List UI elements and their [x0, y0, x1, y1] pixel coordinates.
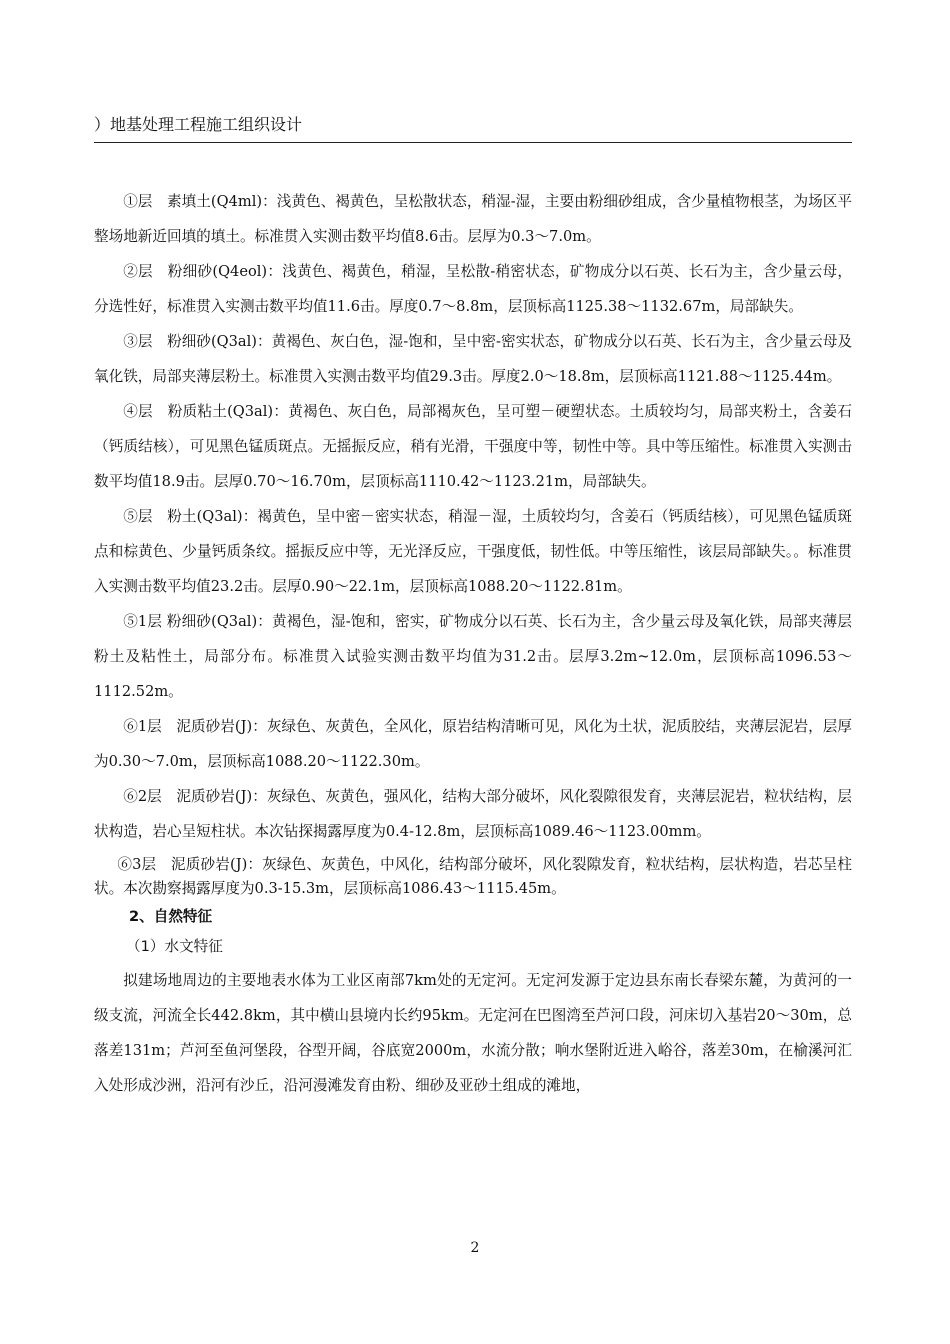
hydrology-paragraph: 拟建场地周边的主要地表水体为工业区南部7km处的无定河。无定河发源于定边县东南长春梁东麓，为黄河的一级支流，河流全长442.8km，其中横山县境内长约95km。无定河在巴图湾至芦河口段，河床切入基岩20～30m，总落差131m；芦河至鱼河堡段，谷型开阔，谷底宽2000m，水流分散；响水堡附近进入峪谷，落差30m，在榆溪河汇入处形成沙洲，沿河有沙丘，沿河漫滩发育由粉、细砂及亚砂土组成的滩地，: [94, 972, 852, 1094]
page-number: 2: [470, 1240, 480, 1256]
section-heading: 2、自然特征: [129, 908, 213, 925]
layer-6-3-paragraph: ⑥3层 泥质砂岩(J)：灰绿色、灰黄色，中风化，结构部分破坏，风化裂隙发育，粒状结构，层状构造，岩芯呈柱状。本次勘察揭露厚度为0.3-15.3m，层顶标高1086.43～1115.45m。: [94, 856, 852, 897]
page-header: [94, 112, 852, 143]
layer-2-paragraph: ②层 粉细砂(Q4eol)：浅黄色、褐黄色，稍湿，呈松散-稍密状态，矿物成分以石英、长石为主，含少量云母，分选性好，标准贯入实测击数平均值11.6击。厚度0.7～8.8m，层顶标高1125.38～1132.67m，局部缺失。: [94, 263, 852, 315]
header-title: ）地基处理工程施工组织设计: [94, 115, 303, 134]
layer-1-paragraph: ①层 素填土(Q4ml)：浅黄色、褐黄色，呈松散状态，稍湿-湿，主要由粉细砂组成，含少量植物根茎，为场区平整场地新近回填的填土。标准贯入实测击数平均值8.6击。层厚为0.3～7.0m。: [94, 193, 852, 245]
subsection-heading: （1）水文特征: [126, 938, 223, 955]
layer-4-paragraph: ④层 粉质粘土(Q3al)：黄褐色、灰白色，局部褐灰色，呈可塑－硬塑状态。土质较均匀，局部夹粉土，含姜石（钙质结核），可见黑色锰质斑点。无摇振反应，稍有光滑，干强度中等，韧性中等。具中等压缩性。标准贯入实测击数平均值18.9击。层厚0.70～16.70m，层顶标高1110.42～1123.21m，局部缺失。: [94, 403, 852, 490]
layer-6-1-paragraph: ⑥1层 泥质砂岩(J)：灰绿色、灰黄色，全风化，原岩结构清晰可见，风化为土状，泥质胶结，夹薄层泥岩，层厚为0.30～7.0m，层顶标高1088.20～1122.30m。: [94, 718, 852, 770]
layer-6-2-paragraph: ⑥2层 泥质砂岩(J)：灰绿色、灰黄色，强风化，结构大部分破坏，风化裂隙很发育，夹薄层泥岩，粒状结构，层状构造，岩心呈短柱状。本次钻探揭露厚度为0.4-12.8m，层顶标高1089.46～1123.00mm。: [94, 788, 852, 840]
layer-3-paragraph: ③层 粉细砂(Q3al)：黄褐色、灰白色，湿-饱和，呈中密-密实状态，矿物成分以石英、长石为主，含少量云母及氧化铁，局部夹薄层粉土。标准贯入实测击数平均值29.3击。厚度2.0～18.8m，层顶标高1121.88～1125.44m。: [94, 333, 852, 385]
layer-5-paragraph: ⑤层 粉土(Q3al)：褐黄色，呈中密－密实状态，稍湿－湿，土质较均匀，含姜石（钙质结核），可见黑色锰质斑点和棕黄色、少量钙质条纹。摇振反应中等，无光泽反应，干强度低，韧性低。中等压缩性，该层局部缺失。。标准贯入实测击数平均值23.2击。层厚0.90～22.1m，层顶标高1088.20～1122.81m。: [94, 508, 852, 595]
document-body: [94, 184, 852, 1103]
layer-5-1-paragraph: ⑤1层 粉细砂(Q3al)：黄褐色，湿-饱和，密实，矿物成分以石英、长石为主，含少量云母及氧化铁，局部夹薄层粉土及粘性土，局部分布。标准贯入试验实测击数平均值为31.2击。层厚3.2m~12.0m，层顶标高1096.53～1112.52m。: [94, 613, 852, 700]
